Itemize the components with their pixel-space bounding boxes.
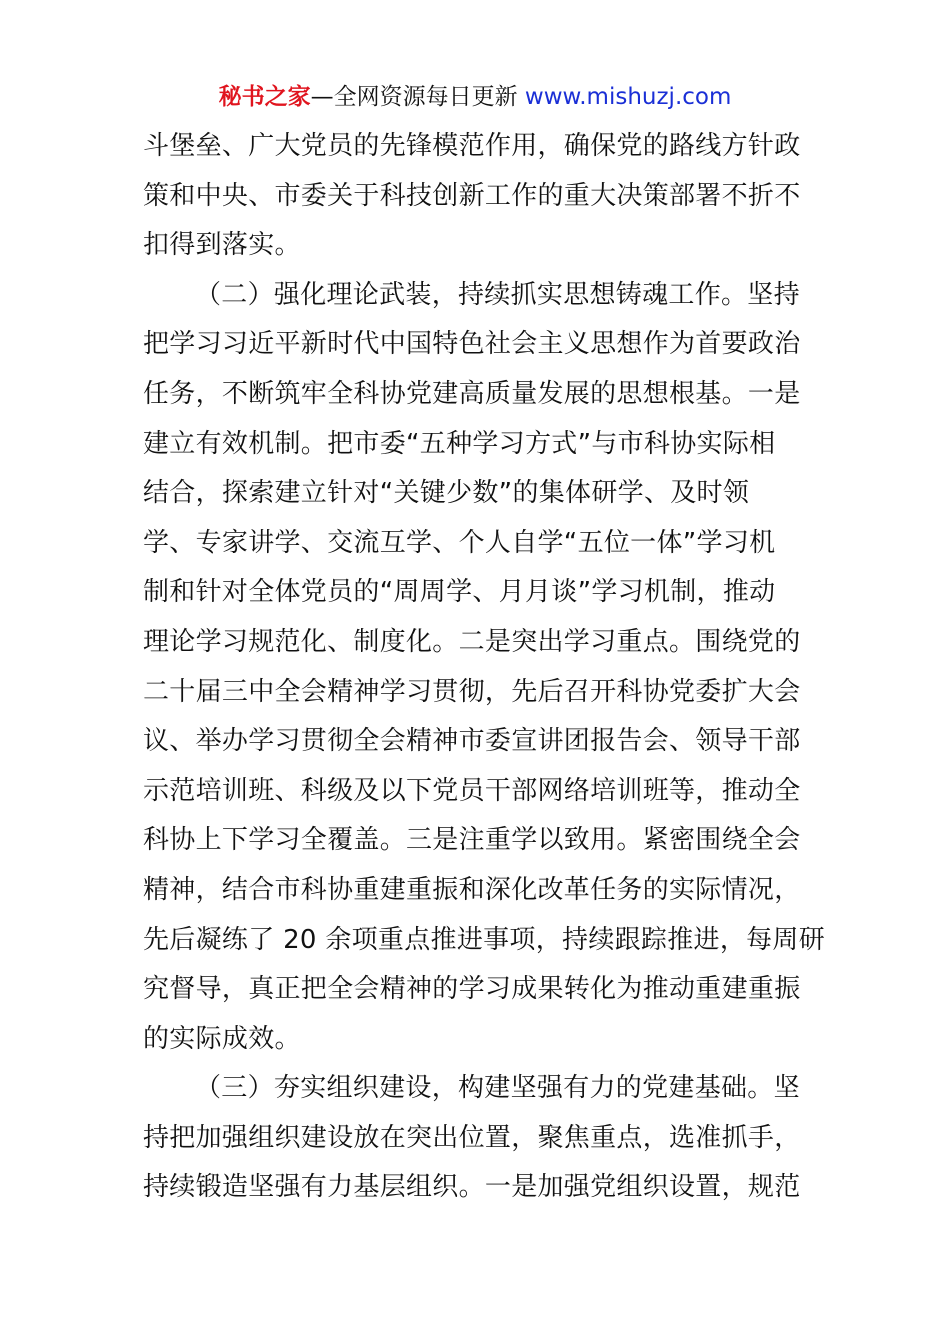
text-line: 先后凝练了 20 余项重点推进事项，持续跟踪推进，每周研 [143,924,826,955]
text-line: 把学习习近平新时代中国特色社会主义思想作为首要政治 [143,329,801,360]
text-line: 精神，结合市科协重建重振和深化改革任务的实际情况， [143,874,801,905]
header-brand: 秘书之家 [218,84,311,110]
text-line: 持把加强组织建设放在突出位置，聚焦重点，选准抓手， [143,1122,801,1153]
header-site-url[interactable]: www.mishuzj.com [524,84,732,110]
page-header [0,80,950,114]
text-line: 科协上下学习全覆盖。三是注重学以致用。紧密围绕全会 [143,825,801,856]
section-heading-line: （二）强化理论武装，持续抓实思想铸魂工作。坚持 [195,279,800,310]
text-line: 理论学习规范化、制度化。二是突出学习重点。围绕党的 [143,626,801,657]
text-line: 斗堡垒、广大党员的先锋模范作用，确保党的路线方针政 [143,131,801,161]
text-line: 究督导，真正把全会精神的学习成果转化为推动重建重振 [143,974,801,1005]
section-heading-line: （三）夯实组织建设，构建坚强有力的党建基础。坚 [195,1073,800,1104]
text-line: 持续锻造坚强有力基层组织。一是加强党组织设置，规范 [143,1172,801,1203]
text-line: 建立有效机制。把市委“五种学习方式”与市科协实际相 [143,428,776,459]
text-line: 二十届三中全会精神学习贯彻，先后召开科协党委扩大会 [143,676,801,707]
text-line: 示范培训班、科级及以下党员干部网络培训班等，推动全 [143,775,801,806]
header-tagline: —全网资源每日更新 [310,84,525,110]
text-line: 结合，探索建立针对“关键少数”的集体研学、及时领 [143,478,750,509]
text-line: 学、专家讲学、交流互学、个人自学“五位一体”学习机 [143,527,776,558]
text-line: 任务，不断筑牢全科协党建高质量发展的思想根基。一是 [143,378,801,409]
text-line: 扣得到落实。 [143,230,301,261]
text-line: 的实际成效。 [143,1023,301,1054]
text-line: 议、举办学习贯彻全会精神市委宣讲团报告会、领导干部 [143,726,801,757]
text-line: 策和中央、市委关于科技创新工作的重大决策部署不折不 [143,180,801,211]
text-line: 制和针对全体党员的“周周学、月月谈”学习机制，推动 [143,577,776,608]
document-body [143,122,826,1213]
